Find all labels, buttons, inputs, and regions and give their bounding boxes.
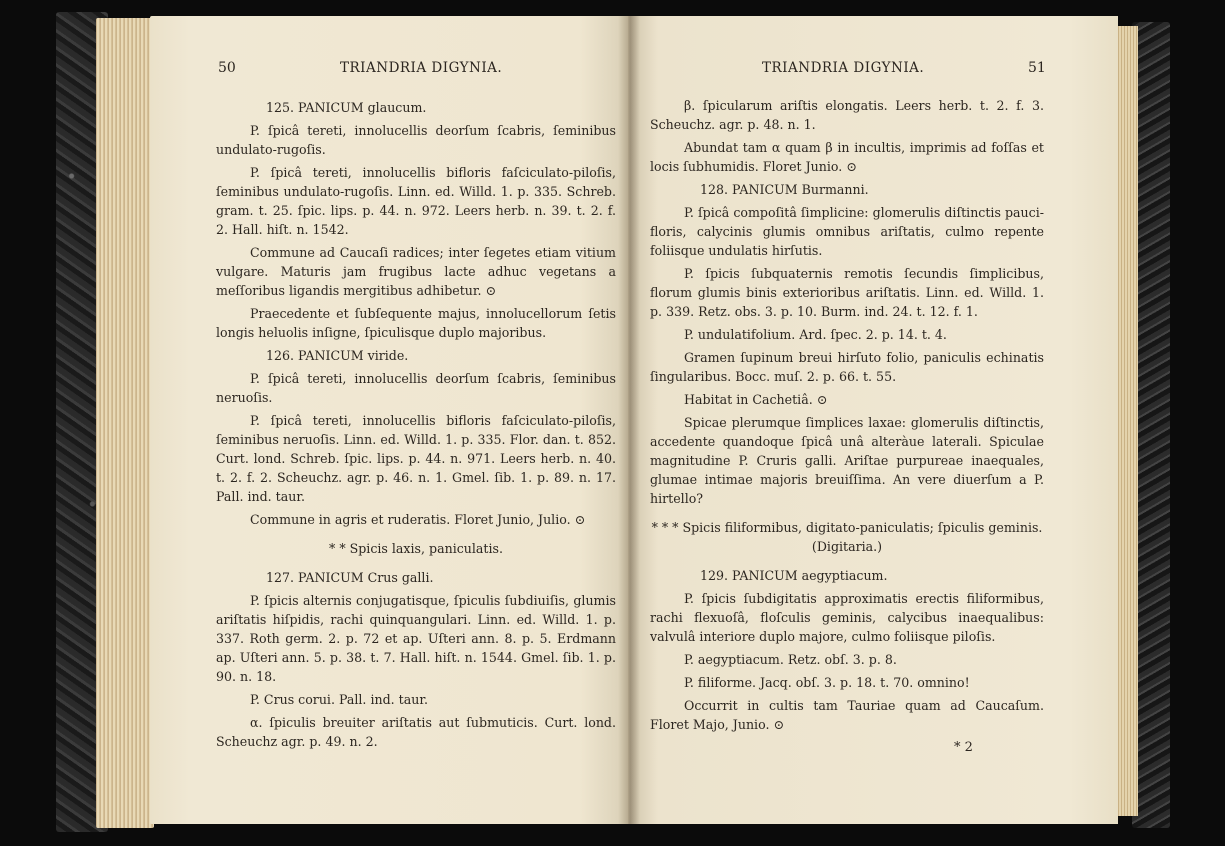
entry-heading: 127. PANICUM Crus galli.	[266, 570, 434, 585]
paragraph: Habitat in Cachetiâ. ⊙	[684, 392, 828, 407]
paragraph: P. filiforme. Jacq. obſ. 3. p. 18. t. 70. omnino!	[684, 675, 970, 690]
paragraph: P. ſpicâ compoſitâ ſimplicine: glomerulis diſtinctis pauci-floris, calycinis glumis omnibus ariſtatis, culmo repente foliisque undulatis hirſutis.	[650, 205, 1044, 258]
paragraph: α. ſpiculis breuiter ariſtatis aut ſubmuticis. Curt. lond. Scheuchz agr. p. 49. n. 2.	[216, 715, 616, 749]
section-heading: * * Spicis laxis, paniculatis.	[329, 541, 503, 556]
paragraph: P. ſpicâ tereti, innolucellis deorſum ſcabris, ſeminibus undulato-rugoſis.	[216, 123, 616, 157]
catchword: * 2	[954, 740, 973, 755]
paragraph: Spicae plerumque ſimplices laxae: glomerulis diſtinctis, accedente quandoque ſpicâ unâ alteràue laterali. Spiculae magnitudine P. Cruris galli. Ariſtae purpureae inaequales, glumae intimae majoris breuiſſima. An vere diuerſum a P. hirtello?	[650, 415, 1044, 506]
paragraph: Occurrit in cultis tam Tauriae quam ad Caucaſum. Floret Majo, Junio. ⊙	[650, 698, 1044, 732]
running-head-left: TRIANDRIA DIGYNIA.	[340, 60, 503, 76]
paragraph: Abundat tam α quam β in incultis, imprimis ad foſſas et locis ſubhumidis. Floret Junio. ⊙	[650, 140, 1044, 174]
right-page	[628, 16, 1118, 824]
paragraph: Praecedente et ſubſequente majus, innolucellorum ſetis longis heluolis inſigne, ſpiculisque duplo majoribus.	[216, 306, 616, 340]
paragraph: Commune in agris et ruderatis. Floret Junio, Julio. ⊙	[250, 512, 586, 527]
paragraph: P. aegyptiacum. Retz. obſ. 3. p. 8.	[684, 652, 897, 667]
paragraph: P. ſpicâ tereti, innolucellis deorſum ſcabris, ſeminibus neruoſis.	[216, 371, 616, 405]
paragraph: β. ſpicularum ariſtis elongatis. Leers herb. t. 2. f. 3. Scheuchz. agr. p. 48. n. 1.	[650, 98, 1044, 132]
paragraph: P. ſpicâ tereti, innolucellis bifloris faſciculato-piloſis, ſeminibus undulato-rugoſis. Linn. ed. Willd. 1. p. 335. Schreb. gram. t. 25. ſpic. lips. p. 44. n. 972. Leers herb. n. 39. t. 2. f. 2. Hall. hiſt. n. 1542.	[216, 165, 616, 237]
page-number-left: 50	[218, 60, 236, 76]
paragraph: Gramen ſupinum breui hirſuto folio, paniculis echinatis ſingularibus. Bocc. muſ. 2. p. 66. t. 55.	[650, 350, 1044, 384]
paragraph: Commune ad Caucaſi radices; inter ſegetes etiam vitium vulgare. Maturis jam frugibus lacte adhuc vegetans a meſſoribus ligandis mergitibus adhibetur. ⊙	[216, 245, 616, 298]
paragraph: P. undulatifolium. Ard. ſpec. 2. p. 14. t. 4.	[684, 327, 947, 342]
section-heading: * * * Spicis filiformibus, digitato-paniculatis; ſpiculis geminis. (Digitaria.)	[651, 520, 1043, 554]
entry-heading: 126. PANICUM viride.	[266, 348, 409, 363]
paragraph: P. ſpicis ſubquaternis remotis ſecundis ſimplicibus, florum glumis binis exterioribus ariſtatis. Linn. ed. Willd. 1. p. 339. Retz. obs. 3. p. 10. Burm. ind. 24. t. 12. f. 1.	[650, 266, 1044, 319]
right-page-text	[650, 96, 1044, 738]
paragraph: P. ſpicis alternis conjugatisque, ſpiculis ſubdiuiſis, glumis ariſtatis hiſpidis, rachi quinquangulari. Linn. ed. Willd. 1. p. 337. Roth germ. 2. p. 72 et ap. Uſteri ann. 8. p. 5. Erdmann ap. Uſteri ann. 5. p. 38. t. 7. Hall. hiſt. n. 1544. Gmel. ſib. 1. p. 90. n. 18.	[216, 593, 616, 684]
paragraph: P. ſpicâ tereti, innolucellis bifloris faſciculato-piloſis, ſeminibus neruoſis. Linn. ed. Willd. 1. p. 335. Flor. dan. t. 852. Curt. lond. Schreb. ſpic. lips. p. 44. n. 971. Leers herb. n. 40. t. 2. f. 2. Scheuchz. agr. p. 46. n. 1. Gmel. ſib. 1. p. 89. n. 17. Pall. ind. taur.	[216, 413, 616, 504]
left-page-text	[216, 94, 616, 755]
paragraph: P. Crus corui. Pall. ind. taur.	[250, 692, 428, 707]
paragraph: P. ſpicis ſubdigitatis approximatis erectis filiformibus, rachi flexuoſâ, floſculis geminis, calycibus inaequalibus: valvulâ interiore duplo majore, culmo foliisque piloſis.	[650, 591, 1044, 644]
entry-heading: 128. PANICUM Burmanni.	[700, 182, 869, 197]
page-number-right: 51	[1028, 60, 1046, 76]
book-gutter	[618, 16, 640, 824]
left-page	[150, 16, 628, 824]
running-head-right: TRIANDRIA DIGYNIA.	[762, 60, 925, 76]
page-edges-left	[96, 18, 154, 828]
entry-heading: 125. PANICUM glaucum.	[266, 100, 427, 115]
entry-heading: 129. PANICUM aegyptiacum.	[700, 568, 888, 583]
